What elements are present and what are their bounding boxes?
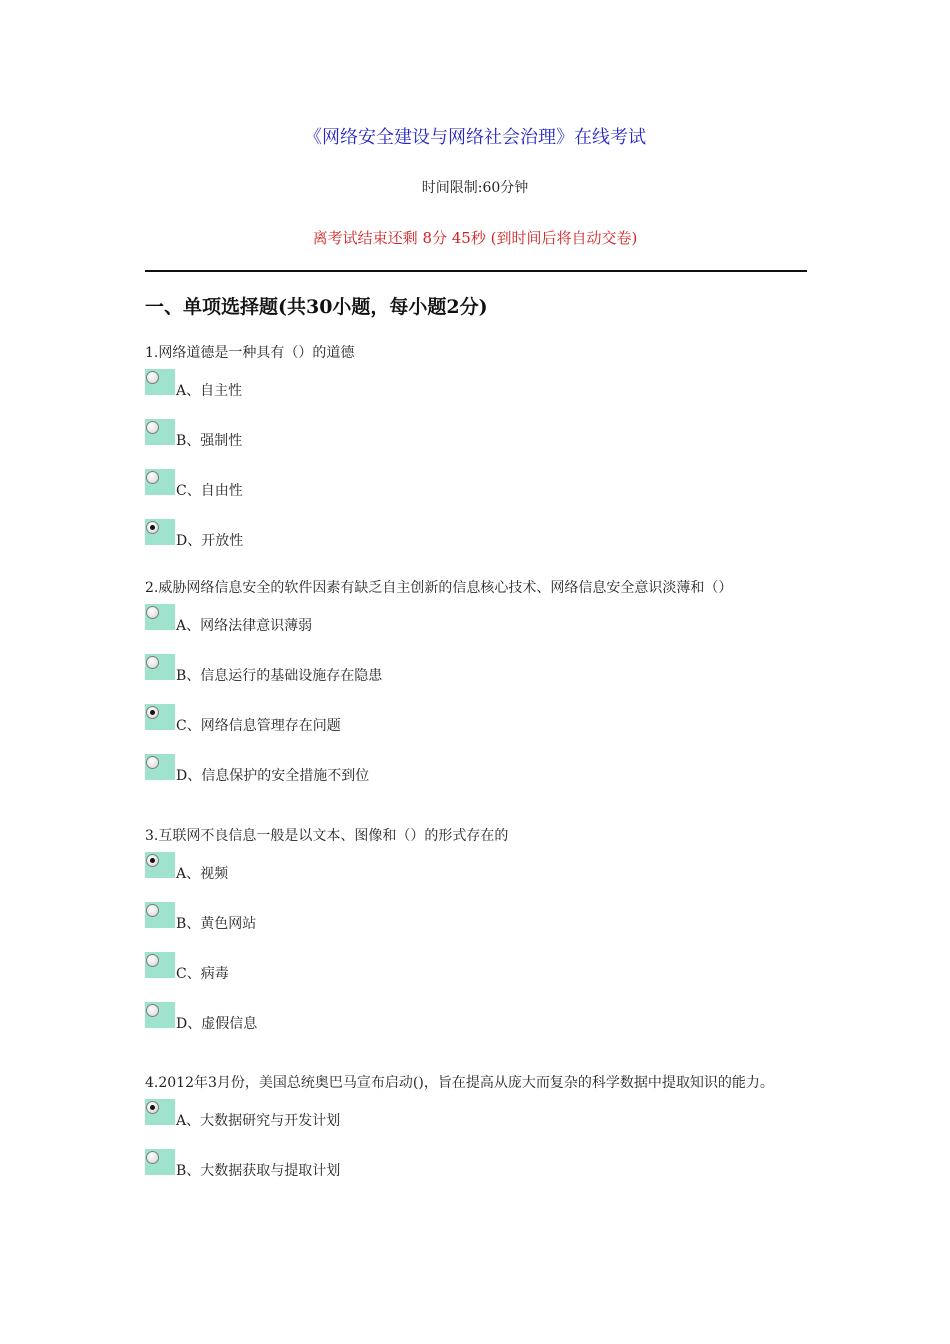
- radio-circle-icon: [146, 521, 159, 534]
- header-divider: [145, 270, 807, 272]
- option-label[interactable]: C、自由性: [176, 483, 243, 499]
- radio-circle-icon: [146, 954, 159, 967]
- radio-button[interactable]: [145, 469, 175, 495]
- option-b[interactable]: [145, 648, 905, 698]
- radio-button[interactable]: [145, 852, 175, 878]
- time-limit-text: 时间限制:60分钟: [421, 180, 529, 196]
- question-stem: 3.互联网不良信息一般是以文本、图像和（）的形式存在的: [145, 828, 509, 844]
- option-c[interactable]: [145, 946, 905, 996]
- option-a[interactable]: [145, 598, 905, 648]
- question-2: [145, 578, 905, 798]
- radio-button[interactable]: [145, 654, 175, 680]
- radio-dot-icon: [150, 1105, 155, 1110]
- radio-dot-icon: [150, 710, 155, 715]
- option-a[interactable]: [145, 1093, 905, 1143]
- radio-circle-icon: [146, 471, 159, 484]
- radio-button[interactable]: [145, 604, 175, 630]
- section-heading: 一、单项选择题(共30小题，每小题2分): [145, 296, 488, 318]
- radio-circle-icon: [146, 606, 159, 619]
- option-d[interactable]: [145, 748, 905, 798]
- question-4: [145, 1073, 905, 1193]
- radio-circle-icon: [146, 1004, 159, 1017]
- radio-button[interactable]: [145, 419, 175, 445]
- radio-button[interactable]: [145, 369, 175, 395]
- option-c[interactable]: [145, 463, 905, 513]
- radio-circle-icon: [146, 854, 159, 867]
- option-d[interactable]: [145, 996, 905, 1046]
- radio-circle-icon: [146, 1101, 159, 1114]
- option-label[interactable]: D、虚假信息: [176, 1016, 258, 1032]
- option-label[interactable]: A、自主性: [176, 383, 243, 399]
- question-stem: 4.2012年3月份，美国总统奥巴马宣布启动()，旨在提高从庞大而复杂的科学数据中提取知识的能力。: [145, 1075, 774, 1091]
- option-label[interactable]: D、信息保护的安全措施不到位: [176, 768, 370, 784]
- countdown-timer: 离考试结束还剩 8分 45秒 (到时间后将自动交卷): [312, 229, 638, 247]
- radio-circle-icon: [146, 756, 159, 769]
- radio-circle-icon: [146, 371, 159, 384]
- option-c[interactable]: [145, 698, 905, 748]
- option-label[interactable]: C、网络信息管理存在问题: [176, 718, 341, 734]
- radio-circle-icon: [146, 421, 159, 434]
- question-3: [145, 826, 905, 1046]
- radio-circle-icon: [146, 1151, 159, 1164]
- radio-circle-icon: [146, 706, 159, 719]
- option-label[interactable]: D、开放性: [176, 533, 244, 549]
- option-label[interactable]: A、大数据研究与开发计划: [176, 1113, 341, 1129]
- option-label[interactable]: C、病毒: [176, 966, 229, 982]
- option-label[interactable]: B、大数据获取与提取计划: [176, 1163, 341, 1179]
- option-label[interactable]: B、黄色网站: [176, 916, 257, 932]
- radio-button[interactable]: [145, 1099, 175, 1125]
- option-b[interactable]: [145, 896, 905, 946]
- option-label[interactable]: B、信息运行的基础设施存在隐患: [176, 668, 383, 684]
- option-a[interactable]: [145, 846, 905, 896]
- option-label[interactable]: A、网络法律意识薄弱: [176, 618, 313, 634]
- page-title: 《网络安全建设与网络社会治理》在线考试: [304, 127, 646, 148]
- option-b[interactable]: [145, 413, 905, 463]
- option-b[interactable]: [145, 1143, 905, 1193]
- radio-button[interactable]: [145, 754, 175, 780]
- radio-dot-icon: [150, 858, 155, 863]
- radio-dot-icon: [150, 525, 155, 530]
- question-1: [145, 343, 905, 563]
- radio-button[interactable]: [145, 519, 175, 545]
- option-label[interactable]: B、强制性: [176, 433, 243, 449]
- radio-circle-icon: [146, 904, 159, 917]
- radio-button[interactable]: [145, 902, 175, 928]
- radio-button[interactable]: [145, 1002, 175, 1028]
- radio-button[interactable]: [145, 704, 175, 730]
- question-stem: 1.网络道德是一种具有（）的道德: [145, 345, 355, 361]
- option-label[interactable]: A、视频: [176, 866, 229, 882]
- radio-circle-icon: [146, 656, 159, 669]
- option-d[interactable]: [145, 513, 905, 563]
- question-stem: 2.威胁网络信息安全的软件因素有缺乏自主创新的信息核心技术、网络信息安全意识淡薄和（）: [145, 580, 733, 596]
- radio-button[interactable]: [145, 1149, 175, 1175]
- radio-button[interactable]: [145, 952, 175, 978]
- option-a[interactable]: [145, 363, 905, 413]
